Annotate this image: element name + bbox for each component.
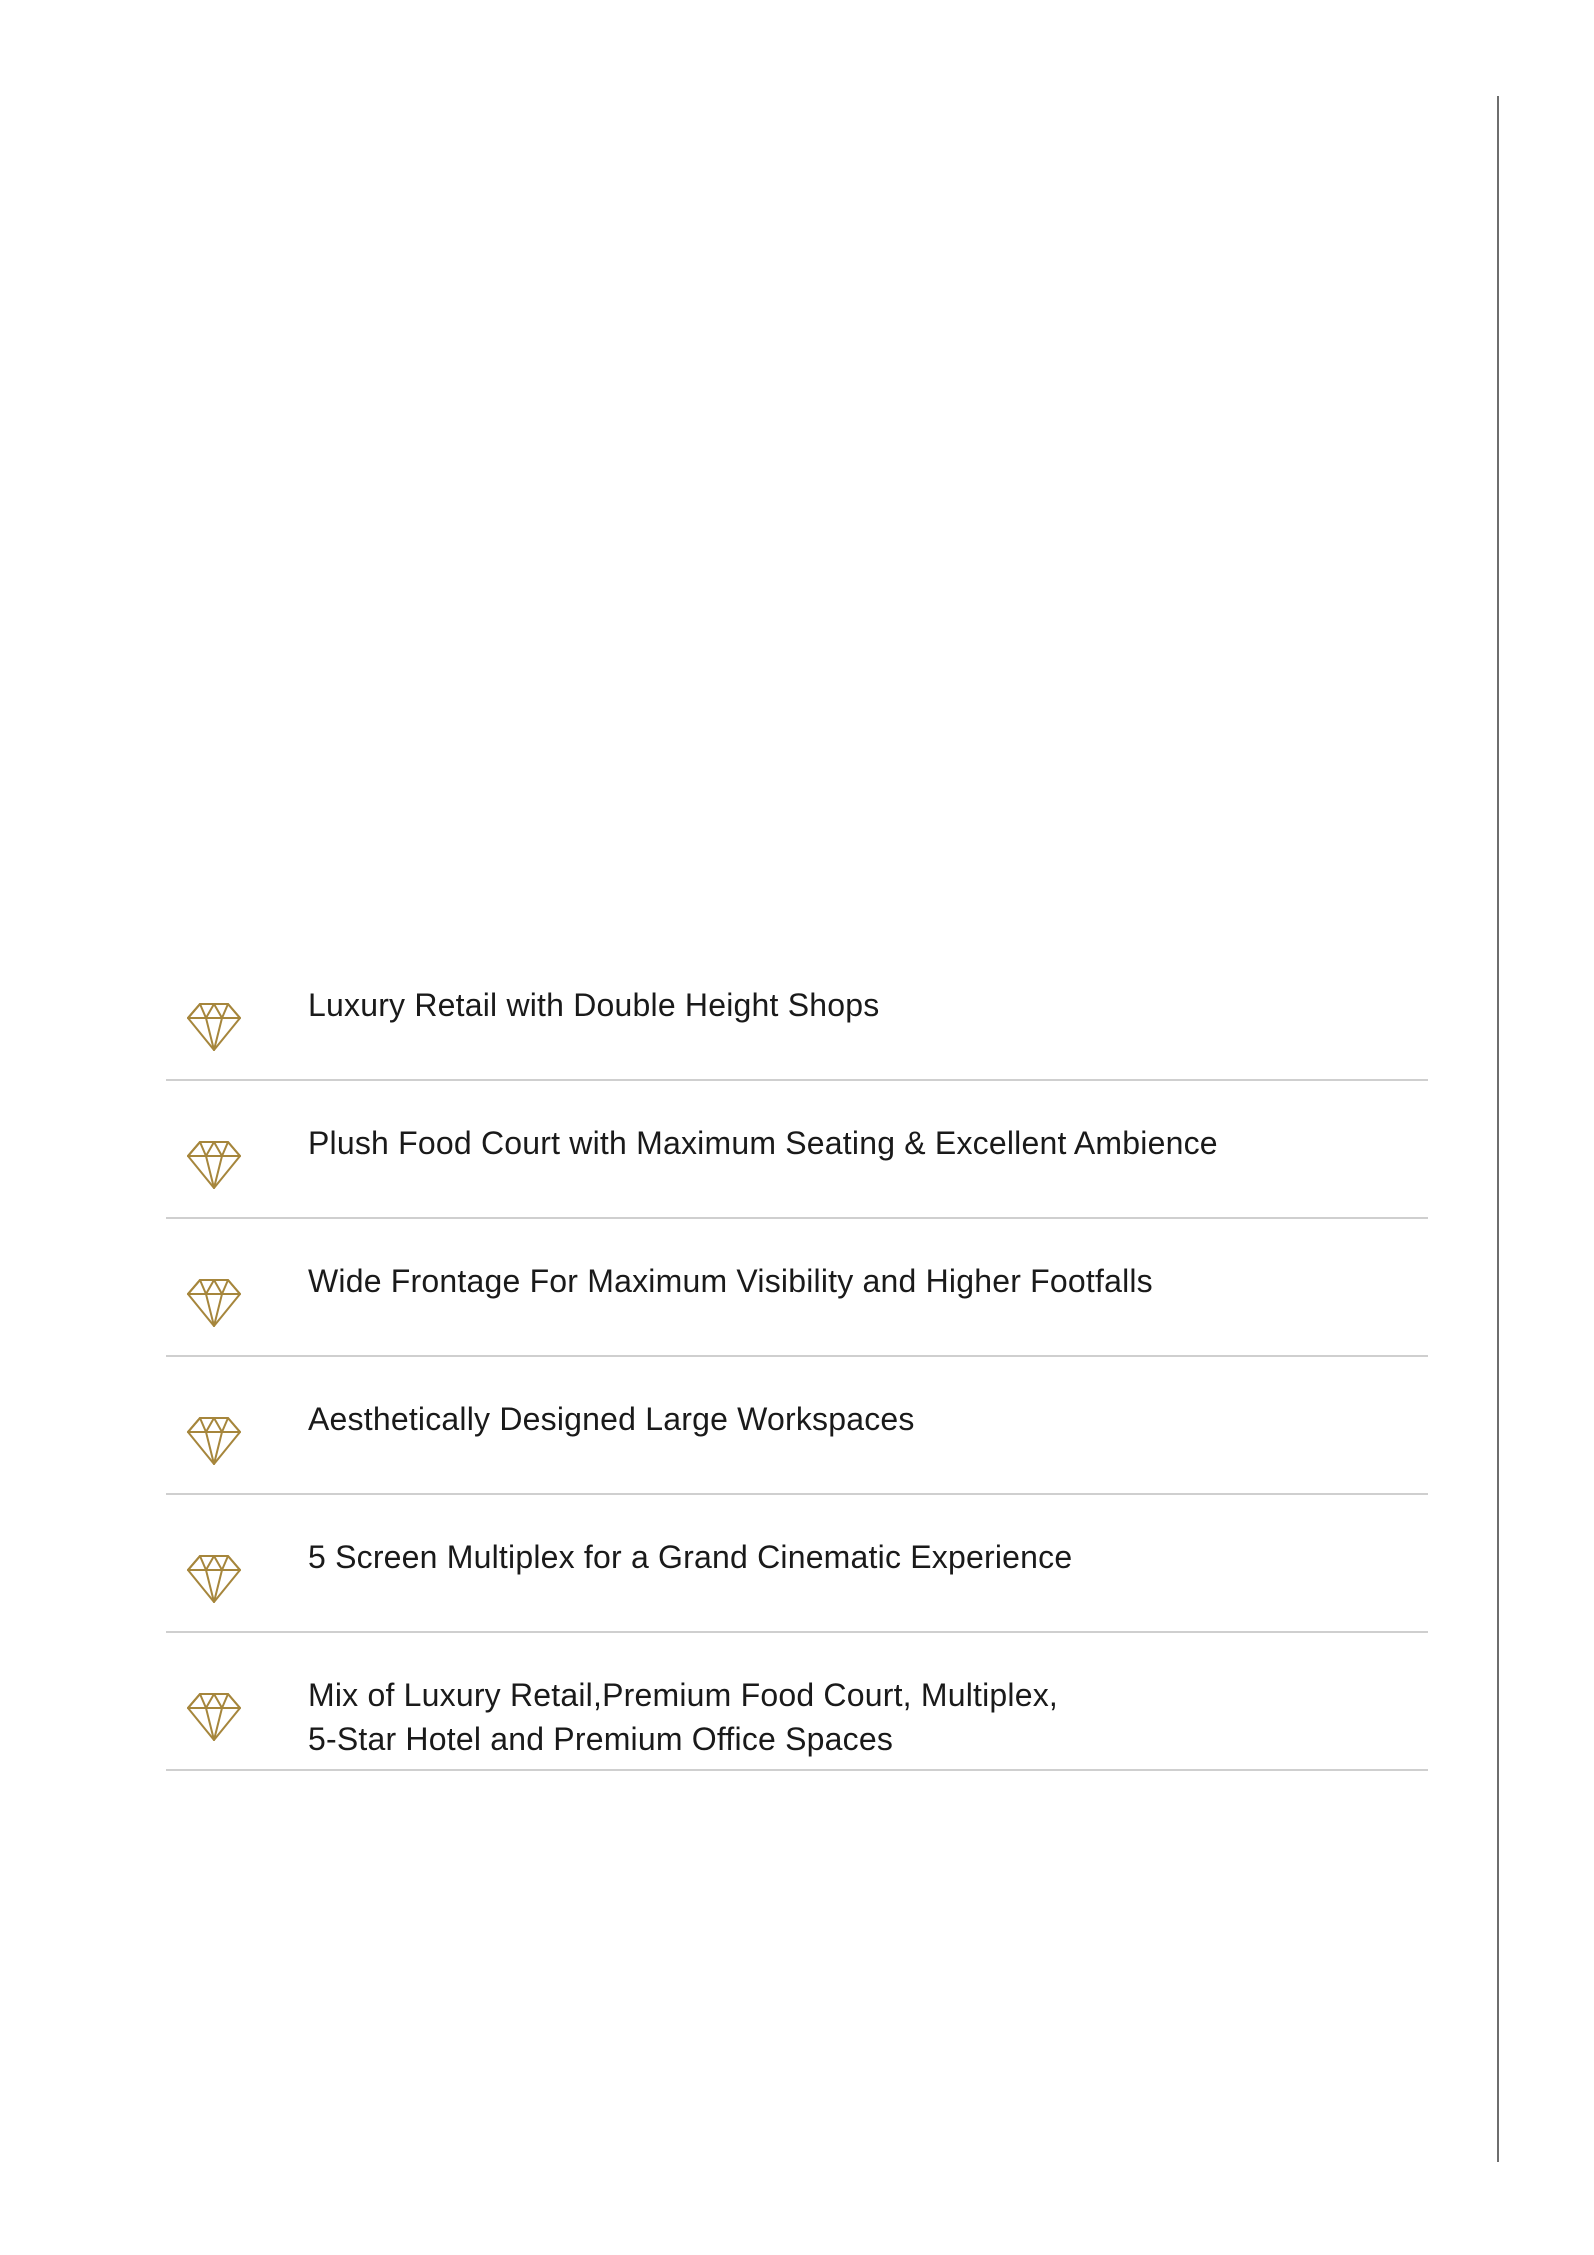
feature-text (308, 983, 1408, 1027)
feature-text-line: Plush Food Court with Maximum Seating & Excellent Ambience (308, 1125, 1218, 1161)
feature-text-line: Wide Frontage For Maximum Visibility and Higher Footfalls (308, 1263, 1153, 1299)
feature-item-wide-frontage (166, 1219, 1428, 1357)
feature-item-multiplex (166, 1495, 1428, 1633)
diamond-icon (186, 1688, 242, 1744)
diamond-icon (186, 1136, 242, 1192)
diamond-icon (186, 998, 242, 1054)
diamond-icon (186, 1412, 242, 1468)
feature-item-workspaces (166, 1357, 1428, 1495)
feature-text (308, 1535, 1408, 1579)
feature-text-line: Mix of Luxury Retail,Premium Food Court, Multiplex, (308, 1677, 1058, 1713)
feature-text (308, 1673, 1408, 1761)
vertical-divider-rule (1497, 96, 1499, 2162)
diamond-icon (186, 1550, 242, 1606)
feature-text-line: Aesthetically Designed Large Workspaces (308, 1401, 915, 1437)
feature-item-food-court (166, 1081, 1428, 1219)
feature-item-luxury-retail (166, 943, 1428, 1081)
feature-list (166, 943, 1428, 1771)
feature-text-line: 5 Screen Multiplex for a Grand Cinematic Experience (308, 1539, 1073, 1575)
feature-text (308, 1121, 1408, 1165)
feature-text-line: 5-Star Hotel and Premium Office Spaces (308, 1721, 894, 1757)
feature-item-mixed-use (166, 1633, 1428, 1771)
feature-text-line: Luxury Retail with Double Height Shops (308, 987, 880, 1023)
feature-text (308, 1397, 1408, 1441)
feature-text (308, 1259, 1408, 1303)
diamond-icon (186, 1274, 242, 1330)
